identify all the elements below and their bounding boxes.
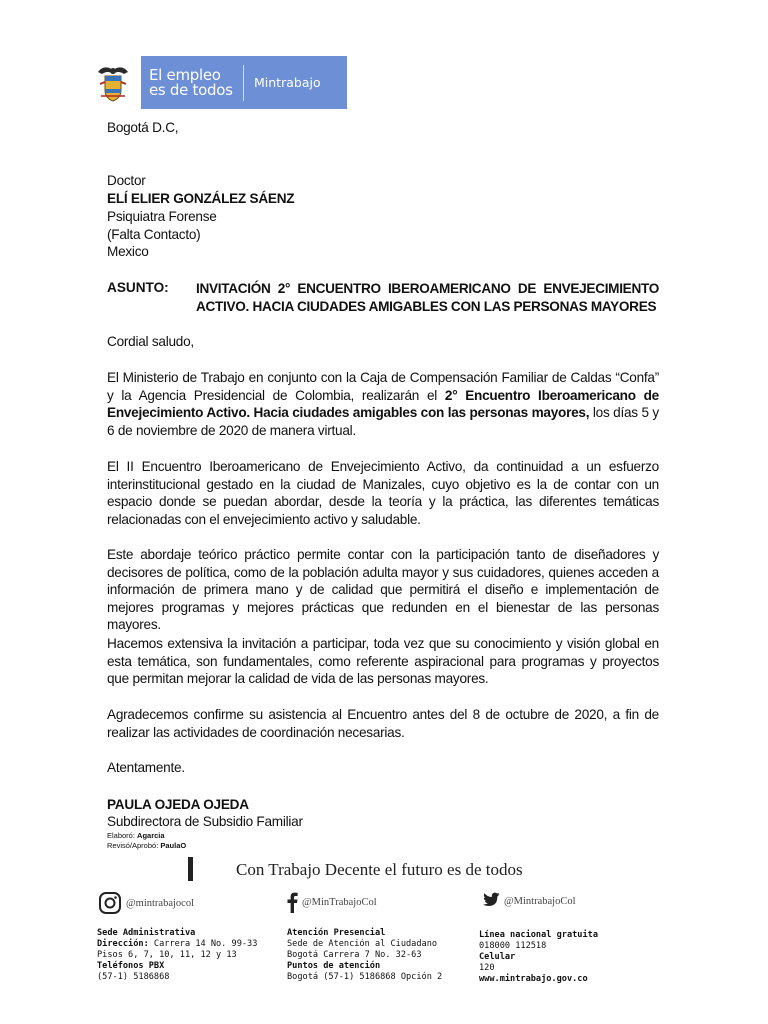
facebook-icon bbox=[286, 891, 298, 913]
subject-text: INVITACIÓN 2° ENCUENTRO IBEROAMERICANO DE ENVEJECIMIENTO ACTIVO. HACIA CIUDADES AMIGABLES CON LAS PERSONAS MAYORES bbox=[196, 281, 659, 314]
facebook-handle: @MinTrabajoCol bbox=[302, 896, 377, 908]
admin-office-title: Sede Administrativa bbox=[97, 928, 196, 938]
instagram-handle: @mintrabajocol bbox=[126, 897, 194, 909]
place-date: Bogotá D.C, bbox=[107, 120, 179, 135]
twitter-icon bbox=[478, 891, 500, 911]
slogan-bar bbox=[188, 857, 193, 881]
paragraph-1-intro: El Ministerio de Trabajo en conjunto con la Caja de Compensación Familiar de Caldas “Confa” y la Agencia Presidencial de Colombia, realizarán el bbox=[107, 370, 659, 403]
attention-points-label: Puntos de atención bbox=[287, 961, 381, 971]
paragraph-1-dates: los días 5 y 6 de noviembre de 2020 de manera virtual. bbox=[107, 405, 659, 438]
footer-attention bbox=[287, 928, 442, 983]
phone-label: Teléfonos PBX bbox=[97, 961, 165, 971]
instagram-icon bbox=[98, 891, 122, 915]
reviewed-by-label: Revisó/Aprobó: bbox=[107, 841, 161, 850]
event-name: 2° Encuentro Iberoamericano de Envejecimiento Activo. Hacia ciudades amigables con las personas mayores, bbox=[107, 387, 659, 421]
floors: Pisos 6, 7, 10, 11, 12 y 13 bbox=[97, 950, 237, 960]
logo-ministry-name: Mintrabajo bbox=[254, 75, 321, 90]
twitter-link[interactable] bbox=[478, 891, 576, 911]
attention-line-2: Bogotá Carrera 7 No. 32-63 bbox=[287, 950, 422, 960]
address-value: Carrera 14 No. 99-33 bbox=[148, 939, 258, 949]
hotline-title: Línea nacional gratuita bbox=[479, 930, 598, 940]
hotline-number: 018000 112518 bbox=[479, 941, 547, 951]
greeting: Cordial saludo, bbox=[107, 334, 194, 349]
logo-slogan: El empleo es de todos bbox=[149, 65, 233, 99]
subject-label: ASUNTO: bbox=[107, 280, 169, 295]
recipient-country: Mexico bbox=[107, 244, 149, 259]
footer-slogan: Con Trabajo Decente el futuro es de todos bbox=[236, 860, 523, 879]
attention-line-3: Bogotá (57-1) 5186868 Opción 2 bbox=[287, 972, 443, 982]
ministry-logo bbox=[85, 56, 347, 109]
recipient-title: Doctor bbox=[107, 173, 146, 188]
facebook-link[interactable] bbox=[286, 891, 377, 913]
signer-role: Subdirectora de Subsidio Familiar bbox=[107, 814, 303, 829]
phone-value: (57-1) 5186868 bbox=[97, 972, 170, 982]
prepared-by bbox=[107, 831, 165, 840]
closing: Atentamente. bbox=[107, 760, 185, 775]
paragraph-1 bbox=[107, 369, 659, 439]
coat-of-arms-icon bbox=[85, 56, 141, 109]
paragraph-2: El II Encuentro Iberoamericano de Envejecimiento Activo, da continuidad a un esfuerzo interinstitucional gestado en la ciudad de Manizales, cuyo objetivo es la de contar con un espacio donde se puedan abordar, desde la teoría y la práctica, las diferentes temáticas relacionadas con el envejecimiento activo y saludable. bbox=[107, 459, 659, 527]
footer-admin-office bbox=[97, 928, 257, 983]
cell-label: Celular bbox=[479, 952, 516, 962]
website-link[interactable]: www.mintrabajo.gov.co bbox=[479, 974, 588, 984]
paragraph-3: Este abordaje teórico práctico permite contar con la participación tanto de diseñadores y decisores de política, como de la población adulta mayor y sus cuidadores, quienes acceden a información de primera mano y de calidad que permitirá el diseño e implementación de mejores programas y mejores prácticas que redunden en el bienestar de las personas mayores. bbox=[107, 547, 659, 633]
twitter-handle: @MintrabajoCol bbox=[504, 895, 576, 907]
paragraph-5: Agradecemos confirme su asistencia al Encuentro antes del 8 de octubre de 2020, a fin de realizar las actividades de coordinación necesarias. bbox=[107, 707, 659, 740]
prepared-by-value: Agarcia bbox=[137, 831, 165, 840]
recipient-contact: (Falta Contacto) bbox=[107, 227, 201, 242]
reviewed-by-value: PaulaO bbox=[160, 841, 187, 850]
reviewed-by bbox=[107, 841, 186, 850]
paragraph-4: Hacemos extensiva la invitación a participar, toda vez que su conocimiento y visión global en esta temática, son fundamentales, como referente aspiracional para programas y proyectos que permitan mejorar la calidad de vida de las personas mayores. bbox=[107, 636, 659, 687]
recipient-role: Psiquiatra Forense bbox=[107, 209, 217, 224]
logo-divider bbox=[243, 65, 244, 101]
cell-number: 120 bbox=[479, 963, 495, 973]
address-label: Dirección: bbox=[97, 939, 149, 949]
recipient-name: ELÍ ELIER GONZÁLEZ SÁENZ bbox=[107, 191, 295, 206]
prepared-by-label: Elaboró: bbox=[107, 831, 138, 840]
attention-title: Atención Presencial bbox=[287, 928, 386, 938]
signer-name: PAULA OJEDA OJEDA bbox=[107, 797, 249, 812]
instagram-link[interactable] bbox=[98, 891, 194, 915]
attention-line-1: Sede de Atención al Ciudadano bbox=[287, 939, 438, 949]
footer-hotline bbox=[479, 930, 598, 985]
